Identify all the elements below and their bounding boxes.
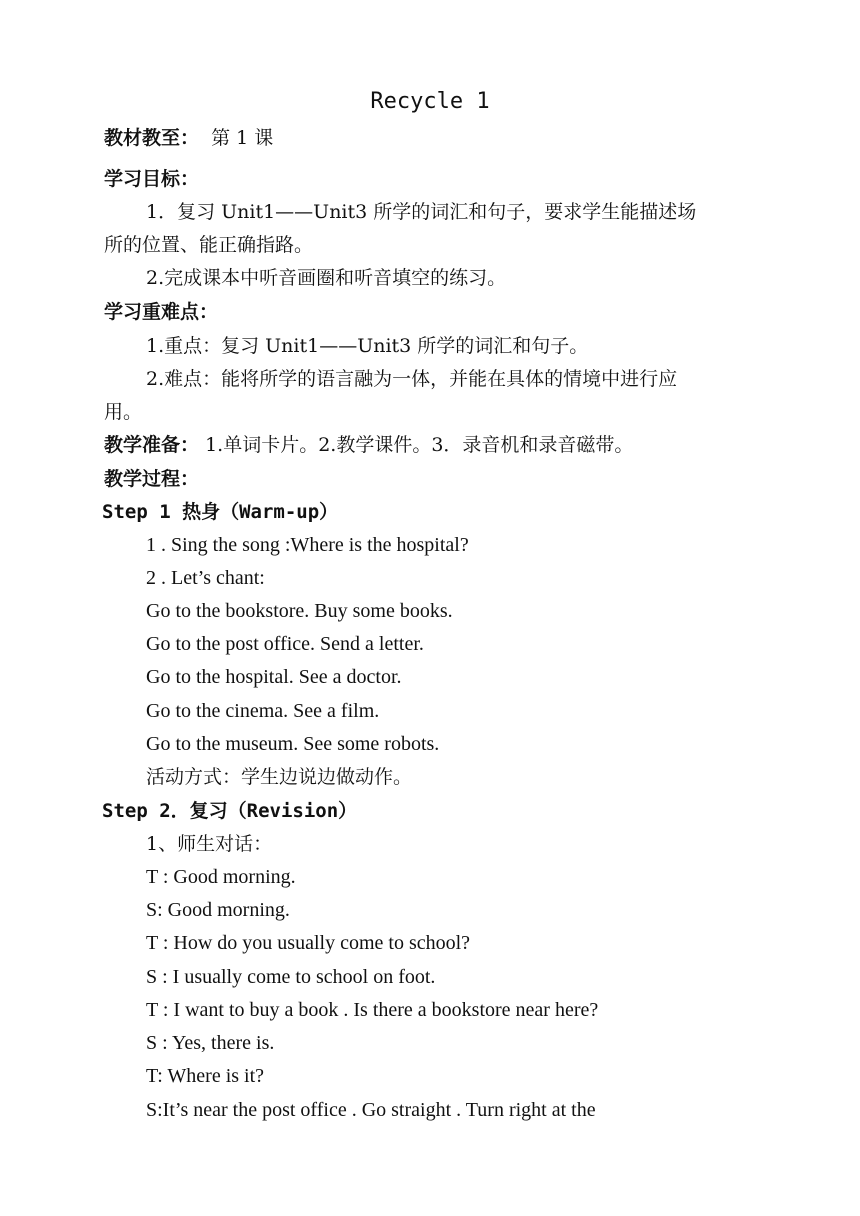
textbook-label: 教材教至： [104,127,200,149]
preparation-row [104,429,770,462]
step-2-line-4: T : How do you usually come to school? [146,932,471,954]
step-2-line-6: T : I want to buy a book . Is there a bookstore near here? [146,999,599,1021]
step-1-heading: Step 1 热身（Warm-up） [102,501,339,523]
key-points-heading: 学习重难点： [104,301,219,323]
step-1-line-7: Go to the museum. See some robots. [146,733,440,755]
step-1-line-4: Go to the post office. Send a letter. [146,633,424,655]
key-point-1: 1.重点：复习 Unit1——Unit3 所学的词汇和句子。 [146,335,589,357]
step-2-line-1: 1、师生对话： [146,833,273,855]
step-1-line-8: 活动方式：学生边说边做动作。 [146,766,413,788]
step-2-line-5: S : I usually come to school on foot. [146,966,436,988]
textbook-value: 第 1 课 [211,127,274,149]
objectives-heading: 学习目标： [104,168,200,190]
step-1-line-3: Go to the bookstore. Buy some books. [146,600,453,622]
objective-1-line-2: 所的位置、能正确指路。 [104,234,314,256]
step-1-line-5: Go to the hospital. See a doctor. [146,666,402,688]
objective-2: 2.完成课本中听音画圈和听音填空的练习。 [146,267,507,289]
step-2-line-7: S : Yes, there is. [146,1032,275,1054]
preparation-label: 教学准备： [104,434,200,456]
textbook-row [104,122,770,155]
key-point-2-line-2: 用。 [104,401,143,423]
document-title: Recycle 1 [370,89,490,114]
step-2-line-8: T: Where is it? [146,1065,265,1087]
step-1-line-6: Go to the cinema. See a film. [146,700,380,722]
preparation-value: 1.单词卡片。2.教学课件。3．录音机和录音磁带。 [205,434,634,456]
step-2-line-9: S:It’s near the post office . Go straight . Turn right at the [146,1099,596,1121]
objective-1-line-1: 1．复习 Unit1——Unit3 所学的词汇和句子，要求学生能描述场 [146,201,697,223]
step-1-line-1: 1 . Sing the song :Where is the hospital? [146,534,469,556]
step-2-line-3: S: Good morning. [146,899,290,921]
step-2-line-2: T : Good morning. [146,866,296,888]
key-point-2-line-1: 2.难点：能将所学的语言融为一体，并能在具体的情境中进行应 [146,368,678,390]
step-2-heading: Step 2．复习（Revision） [102,800,358,822]
step-1-line-2: 2 . Let’s chant: [146,567,265,589]
process-heading: 教学过程： [104,468,200,490]
